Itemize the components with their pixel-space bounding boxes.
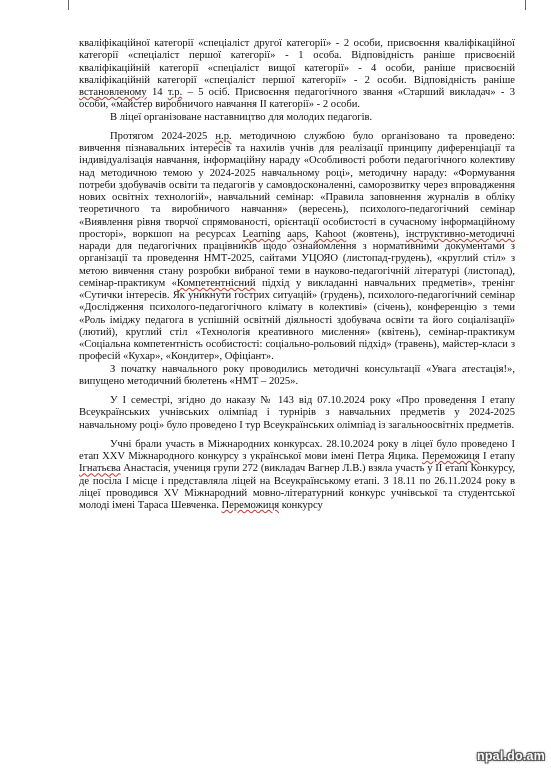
- text-run: конкурсу: [279, 500, 323, 511]
- text-run: кваліфікаційної категорії «спеціаліст другої категорії» - 2 особи, присвоєння кваліфікаційної категорії «спеціаліст першої категорії» - 1 особа. Відповідність раніше присвоєній кваліфікаційній категорії «спеціаліст вищої категорії» - 4 особи, раніше присвоєній кваліфікаційній категорії «спеціаліст першої категорії» - 2 особи. Відповідність раніше: [79, 38, 515, 86]
- text-run: (жовтень),: [346, 228, 406, 240]
- spellcheck-marked-word: aaps: [287, 228, 306, 240]
- text-run: І етапу: [479, 451, 515, 462]
- site-watermark: npal.do.am: [477, 749, 545, 763]
- paragraph: [79, 364, 515, 389]
- text-run: Анастасія, учениця групи 272 (викладач Вагнер Л.В.) взяла участь у ІІ етапі Конкурсу, де посіла І місце і представляла ліцей на Всеукраїнському етапі. З 18.11 по 26.11.2024 року в ліцеї проводився XV Міжнародний мовно-літературний конкурс учнівської та студентської молоді імені Тараса Шевченка.: [79, 463, 515, 511]
- paragraph-spacer: [79, 124, 515, 131]
- paragraph: [79, 131, 515, 364]
- text-run: – 5 осіб. Присвоєння педагогічного звання «Старший викладач» - 3 особи, «майстер виробничого навчання ІІ категорії» - 2 особи.: [79, 87, 516, 111]
- text-run: В ліцеї організоване наставництво для молодих педагогів.: [110, 111, 373, 123]
- text-run: Учні брали участь в Міжнародних конкурсах. 28.10.2024 року в ліцеї було проведено І етап XXV Міжнародного конкурсу з української мови імені Петра Яцика.: [79, 438, 515, 462]
- paragraph-spacer: [79, 432, 515, 439]
- text-run: З початку навчального року проводились методичні консультації «Увага атестація!», випущено методичний бюлетень «НМТ – 2025».: [79, 363, 515, 387]
- paragraph: [79, 38, 515, 112]
- text-run: методичною службою було організовано та проведено: вивчення пізнавальних інтересів та нахилів учнів для реалізації принципу диференціації та індивідуалізація навчання, інформаційну нараду «Особливості роботи педагогічного колективу над методичною темою у 2024-2025 навчальному році», методичну нараду: «Формування потреби здобувачів освіти та педагогів у самовдосконаленні, саморозвитку через впровадження нових освітніх технологій», навчальний семінар: «Правила заповнення журналів в обліку теоретичного та виробничого навчання» (вересень), психолого-педагогічний семінар «Виявлення рівня творчої спрямованості, орієнтації особистості в сучасному інформаційному просторі», воркшоп на ресурсах: [79, 130, 515, 240]
- page-corner-mark-right: [525, 0, 526, 10]
- paragraph: [79, 439, 515, 513]
- paragraph: [79, 112, 515, 124]
- paragraph: [79, 395, 515, 432]
- text-run: У І семестрі, згідно до наказу № 143 від 07.10.2024 року «Про проведення І етапу Всеукраїнських учнівських олімпіад і турнірів з навчальних предметів у 2024-2025 навчальному році» було проведено І тур Всеукраїнських олімпіад із загальноосвітніх предметів.: [79, 395, 515, 431]
- spellcheck-marked-word: інструктивно-методичні: [405, 228, 515, 240]
- text-run: 14: [146, 87, 168, 98]
- spellcheck-marked-word: Learning: [242, 228, 281, 240]
- document-body: [79, 38, 515, 512]
- text-run: наради для педагогічних працівників щодо ознайомлення з нормативними документами з організації та проведення НМТ-2025, сайтами УЦОЯО (листопад-грудень), «круглий стіл» з метою вивчення стану розробки вибраної теми в науково-педагогічній літературі (листопад), семінар-практикум «: [79, 241, 515, 289]
- spellcheck-marked-word: Переможиця: [421, 451, 480, 462]
- paragraph-spacer: [79, 388, 515, 395]
- spellcheck-marked-word: н.р.: [215, 130, 232, 142]
- spellcheck-marked-word: встановленому: [79, 87, 147, 98]
- spellcheck-marked-word: т.р.: [167, 87, 183, 98]
- text-run: Протягом 2024-2025: [110, 130, 216, 142]
- spellcheck-marked-word: Переможиця: [221, 500, 280, 511]
- spellcheck-marked-word: Ігнатьєва: [79, 463, 121, 475]
- spellcheck-marked-word: Kahoot: [315, 228, 347, 240]
- text-run: підхід у викладанні навчальних предметів», тренінг «Сутички інтересів. Як уникнути гострих ситуацій» (грудень), психолого-педагогічний семінар «Дослідження психолого-педагогічного клімату в колективі» (січень), конференцію з теми «Роль іміджу педагога в успішній освітній діяльності здобувача освіти та його соціалізації» (лютий), круглий стіл «Технологія креативного мислення» (квітень), семінар-практикум «Соціальна компетентність особистості: соціально-рольовий підхід» (травень), майстер-класи з професій «Кухар», «Кондитер», Офіціант».: [79, 277, 516, 363]
- text-run: ,: [305, 228, 316, 240]
- page-corner-mark-left: [68, 0, 69, 10]
- spellcheck-marked-word: Компетентнісний: [176, 277, 256, 289]
